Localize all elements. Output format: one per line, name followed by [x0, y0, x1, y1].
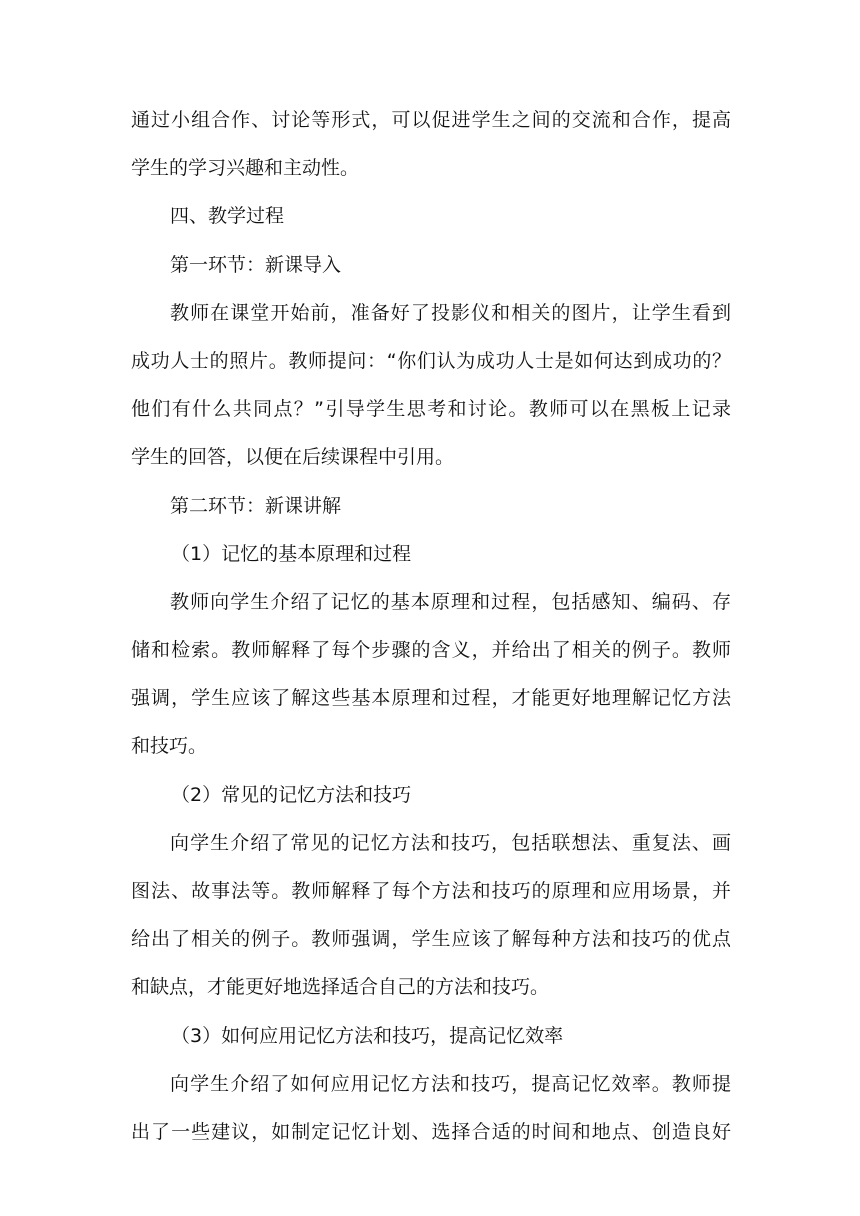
paragraph-line: 和缺点，才能更好地选择适合自己的方法和技巧。: [131, 976, 550, 999]
paragraph-line: 通过小组合作、讨论等形式，可以促进学生之间的交流和合作，提高: [131, 109, 731, 131]
topic-heading: （3）如何应用记忆方法和技巧，提高记忆效率: [171, 1024, 564, 1047]
subsection-heading: 第一环节：新课导入: [170, 253, 342, 276]
paragraph-line: 成功人士的照片。教师提问：“你们认为成功人士是如何达到成功的？: [131, 349, 731, 372]
topic-heading: （1）记忆的基本原理和过程: [171, 542, 412, 565]
subsection-heading: 第二环节：新课讲解: [170, 494, 342, 517]
paragraph-line: 出了一些建议，如制定记忆计划、选择合适的时间和地点、创造良好: [131, 1120, 731, 1143]
document-body: [131, 104, 731, 1164]
paragraph-line: 学生的学习兴趣和主动性。: [131, 157, 360, 180]
paragraph-line: 他们有什么共同点？”引导学生思考和讨论。教师可以在黑板上记录: [131, 398, 731, 421]
paragraph-line: 向学生介绍了如何应用记忆方法和技巧，提高记忆效率。教师提: [170, 1072, 731, 1095]
paragraph-line: 向学生介绍了常见的记忆方法和技巧，包括联想法、重复法、画: [170, 831, 731, 854]
section-heading: 四、教学过程: [170, 205, 285, 228]
paragraph-line: 储和检索。教师解释了每个步骤的含义，并给出了相关的例子。教师: [131, 639, 731, 662]
paragraph-line: 强调，学生应该了解这些基本原理和过程，才能更好地理解记忆方法: [131, 687, 731, 710]
paragraph-line: 教师在课堂开始前，准备好了投影仪和相关的图片，让学生看到: [170, 301, 731, 324]
topic-heading: （2）常见的记忆方法和技巧: [171, 783, 412, 806]
paragraph-line: 和技巧。: [131, 735, 208, 758]
paragraph-line: 学生的回答，以便在后续课程中引用。: [131, 446, 455, 469]
paragraph-line: 给出了相关的例子。教师强调，学生应该了解每种方法和技巧的优点: [131, 928, 731, 951]
paragraph-line: 教师向学生介绍了记忆的基本原理和过程，包括感知、编码、存: [170, 590, 731, 613]
paragraph-line: 图法、故事法等。教师解释了每个方法和技巧的原理和应用场景，并: [131, 880, 731, 902]
